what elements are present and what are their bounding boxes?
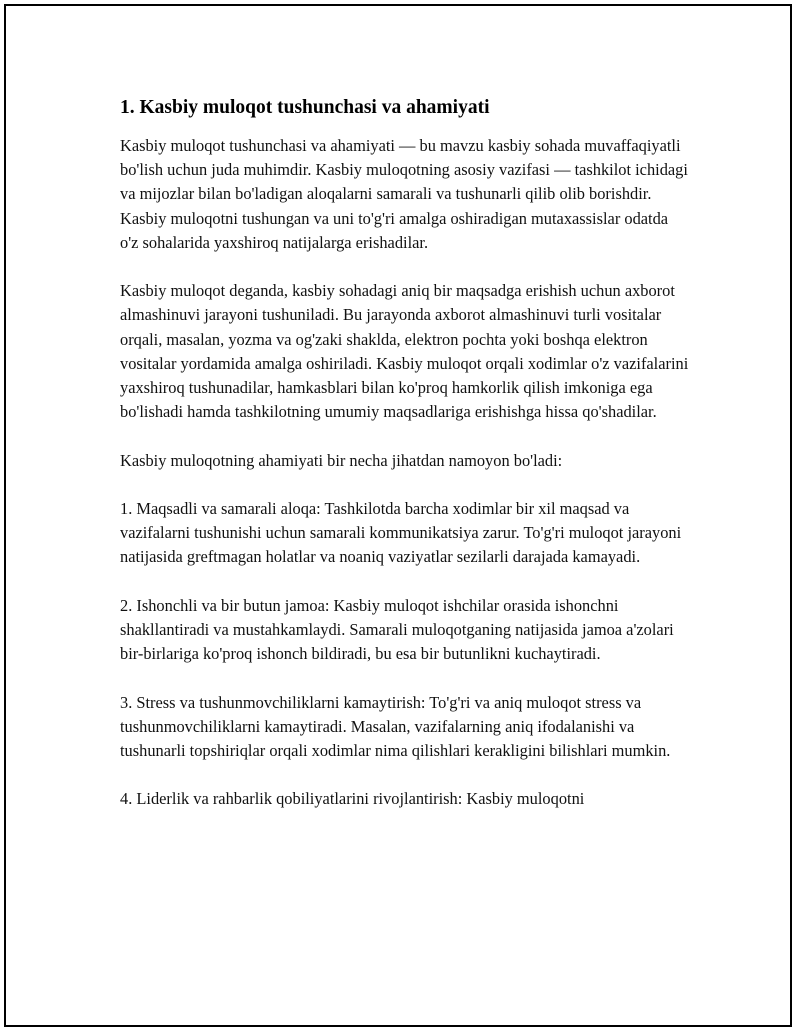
document-body	[120, 96, 690, 812]
list-item-2: 2. Ishonchli va bir butun jamoa: Kasbiy muloqot ishchilar orasida ishonchni shakllantiradi va mustahkamlaydi. Samarali muloqotganing natijasida jamoa a'zolari bir-birlariga ko'proq ishonch bildiradi, bu esa bir butunlikni kuchaytiradi.	[120, 595, 674, 664]
section-title: 1. Kasbiy muloqot tushunchasi va ahamiyati	[120, 97, 490, 118]
paragraph-importance-lead: Kasbiy muloqotning ahamiyati bir necha jihatdan namoyon bo'ladi:	[120, 450, 563, 470]
paragraph-definition: Kasbiy muloqot deganda, kasbiy sohadagi aniq bir maqsadga erishish uchun axborot almashinuvi jarayoni tushuniladi. Bu jarayonda axborot almashinuvi turli vositalar orqali, masalan, yozma va og'zaki shaklda, elektron pochta yoki boshqa elektron vositalar yordamida amalga oshiriladi. Kasbiy muloqot orqali xodimlar o'z vazifalarini yaxshiroq tushunadilar, hamkasblari bilan ko'proq hamkorlik qilish imkoniga ega bo'lishadi hamda tashkilotning umumiy maqsadlariga erishishga hissa qo'shadilar.	[120, 281, 689, 422]
document-page	[4, 4, 792, 1027]
paragraph-intro: Kasbiy muloqot tushunchasi va ahamiyati — bu mavzu kasbiy sohada muvaffaqiyatli bo'lish uchun juda muhimdir. Kasbiy muloqotning asosiy vazifasi — tashkilot ichidagi va mijozlar bilan bo'ladigan aloqalarni samarali va tushunarli qilib olib borishdir. Kasbiy muloqotni tushungan va uni to'g'ri amalga oshiradigan mutaxassislar odatda o'z sohalarida yaxshiroq natijalarga erishadilar.	[120, 136, 688, 252]
list-item-1: 1. Maqsadli va samarali aloqa: Tashkilotda barcha xodimlar bir xil maqsad va vazifalarni tushunishi uchun samarali kommunikatsiya zarur. To'g'ri muloqot jarayoni natijasida greftmagan holatlar va noaniq vaziyatlar sezilarli darajada kamayadi.	[120, 499, 682, 567]
list-item-3: 3. Stress va tushunmovchiliklarni kamaytirish: To'g'ri va aniq muloqot stress va tushunmovchiliklarni kamaytiradi. Masalan, vazifalarning aniq ifodalanishi va tushunarli topshiriqlar orqali xodimlar nima qilishlari kerakligini bilishlari mumkin.	[120, 692, 671, 760]
list-item-4: 4. Liderlik va rahbarlik qobiliyatlarini rivojlantirish: Kasbiy muloqotni	[120, 789, 585, 809]
